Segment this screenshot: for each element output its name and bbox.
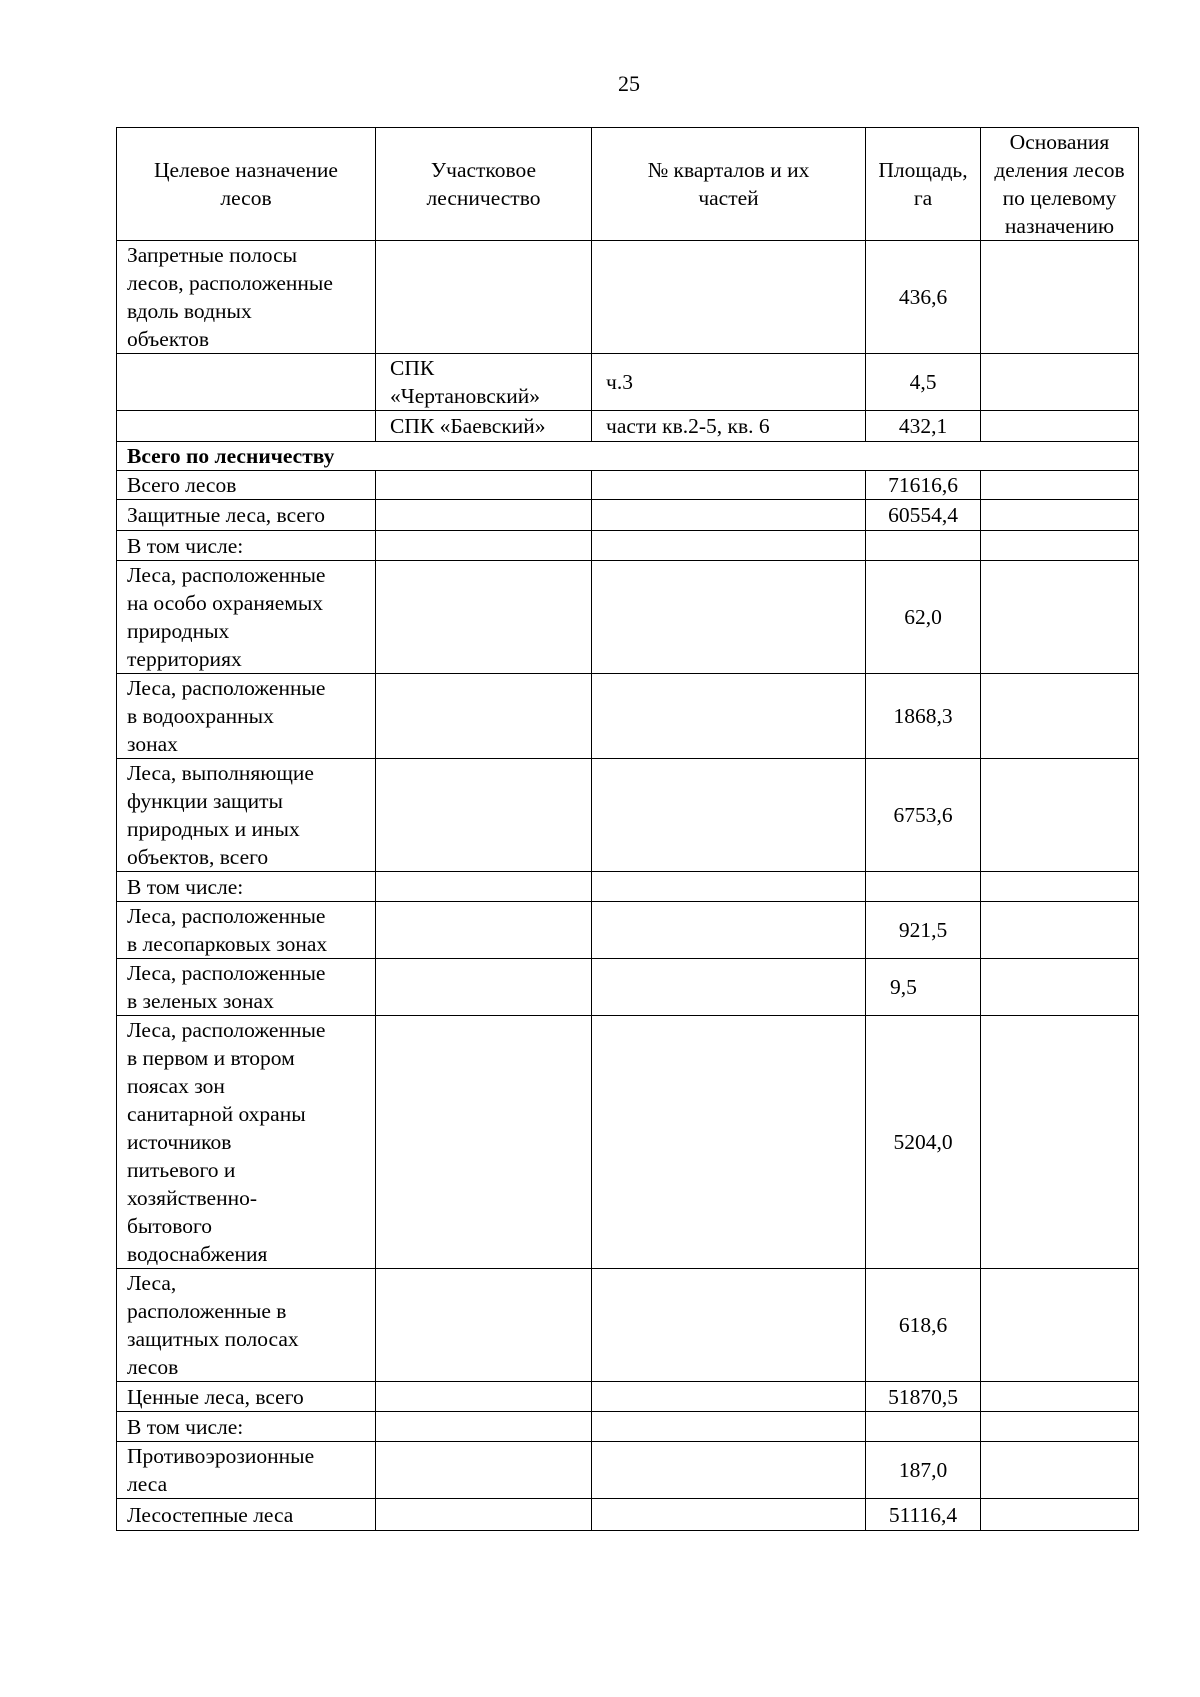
forest-purpose-table [116,127,1139,1531]
cell-forest-district [376,561,592,674]
section-title: Всего по лесничеству [117,442,1139,471]
cell-area: 9,5 [866,959,981,1016]
cell-division-basis [981,1499,1139,1531]
cell-forest-purpose: Лесостепные леса [117,1499,376,1531]
table-row [117,759,1139,872]
table-body [117,241,1139,1531]
cell-forest-district [376,759,592,872]
header-quarter-numbers: № кварталов и их частей [592,128,866,241]
cell-forest-district: СПК «Чертановский» [376,354,592,411]
table-row [117,902,1139,959]
cell-quarter-numbers [592,500,866,531]
table-row [117,1382,1139,1412]
cell-forest-purpose: Леса, расположенные в зеленых зонах [117,959,376,1016]
cell-forest-purpose [117,411,376,442]
cell-forest-district [376,1016,592,1269]
cell-division-basis [981,531,1139,561]
cell-quarter-numbers: ч.3 [592,354,866,411]
cell-division-basis [981,1382,1139,1412]
cell-quarter-numbers [592,674,866,759]
cell-quarter-numbers [592,531,866,561]
cell-area [866,872,981,902]
cell-forest-district [376,500,592,531]
header-forest-purpose: Целевое назначение лесов [117,128,376,241]
cell-division-basis [981,902,1139,959]
table-row [117,1442,1139,1499]
cell-area [866,531,981,561]
cell-quarter-numbers [592,1269,866,1382]
cell-quarter-numbers [592,759,866,872]
cell-area: 432,1 [866,411,981,442]
cell-area: 921,5 [866,902,981,959]
cell-quarter-numbers [592,872,866,902]
cell-forest-purpose: Леса, выполняющие функции защиты природных и иных объектов, всего [117,759,376,872]
cell-forest-purpose: Леса, расположенные в первом и втором поясах зон санитарной охраны источников питьевого и хозяйственно- бытового водоснабжения [117,1016,376,1269]
cell-quarter-numbers: части кв.2-5, кв. 6 [592,411,866,442]
cell-area: 4,5 [866,354,981,411]
table-row [117,500,1139,531]
cell-quarter-numbers [592,1382,866,1412]
header-forest-district: Участковое лесничество [376,128,592,241]
header-division-basis: Основания деления лесов по целевому назначению [981,128,1139,241]
table-section-row [117,442,1139,471]
cell-area: 1868,3 [866,674,981,759]
cell-forest-purpose: Леса, расположенные в водоохранных зонах [117,674,376,759]
table-row [117,561,1139,674]
cell-area: 618,6 [866,1269,981,1382]
cell-quarter-numbers [592,1016,866,1269]
cell-division-basis [981,1016,1139,1269]
cell-division-basis [981,500,1139,531]
cell-forest-district [376,1412,592,1442]
cell-forest-district [376,241,592,354]
cell-forest-purpose: Запретные полосы лесов, расположенные вдоль водных объектов [117,241,376,354]
cell-forest-purpose: Всего лесов [117,471,376,500]
cell-quarter-numbers [592,959,866,1016]
cell-division-basis [981,561,1139,674]
cell-area: 62,0 [866,561,981,674]
cell-quarter-numbers [592,241,866,354]
cell-forest-district [376,1269,592,1382]
cell-forest-purpose: Леса, расположенные на особо охраняемых природных территориях [117,561,376,674]
cell-division-basis [981,1412,1139,1442]
cell-forest-district [376,674,592,759]
cell-forest-district [376,959,592,1016]
cell-quarter-numbers [592,1442,866,1499]
cell-division-basis [981,411,1139,442]
cell-forest-purpose [117,354,376,411]
cell-forest-district [376,531,592,561]
cell-forest-purpose: Защитные леса, всего [117,500,376,531]
table-row [117,531,1139,561]
cell-area: 51116,4 [866,1499,981,1531]
cell-area: 187,0 [866,1442,981,1499]
cell-area: 71616,6 [866,471,981,500]
cell-forest-district [376,902,592,959]
cell-quarter-numbers [592,471,866,500]
cell-division-basis [981,471,1139,500]
cell-area: 436,6 [866,241,981,354]
cell-forest-purpose: В том числе: [117,872,376,902]
cell-forest-purpose: В том числе: [117,531,376,561]
cell-division-basis [981,354,1139,411]
table-row [117,674,1139,759]
cell-quarter-numbers [592,561,866,674]
cell-division-basis [981,872,1139,902]
cell-forest-district [376,471,592,500]
cell-quarter-numbers [592,902,866,959]
cell-forest-district: СПК «Баевский» [376,411,592,442]
header-area: Площадь, га [866,128,981,241]
cell-area: 51870,5 [866,1382,981,1412]
cell-forest-district [376,1382,592,1412]
cell-forest-district [376,1499,592,1531]
cell-division-basis [981,674,1139,759]
table-row [117,241,1139,354]
cell-division-basis [981,1269,1139,1382]
table-row [117,872,1139,902]
table-row [117,1016,1139,1269]
cell-area: 5204,0 [866,1016,981,1269]
cell-area [866,1412,981,1442]
cell-forest-purpose: Леса, расположенные в лесопарковых зонах [117,902,376,959]
table-row [117,354,1139,411]
cell-quarter-numbers [592,1499,866,1531]
page-number: 25 [618,71,640,96]
table-header-row [117,128,1139,241]
cell-quarter-numbers [592,1412,866,1442]
cell-division-basis [981,241,1139,354]
table-row [117,471,1139,500]
table-row [117,1269,1139,1382]
cell-division-basis [981,959,1139,1016]
table-row [117,1412,1139,1442]
table-row [117,411,1139,442]
cell-forest-district [376,872,592,902]
cell-area: 60554,4 [866,500,981,531]
cell-area: 6753,6 [866,759,981,872]
cell-forest-district [376,1442,592,1499]
cell-division-basis [981,759,1139,872]
cell-division-basis [981,1442,1139,1499]
cell-forest-purpose: Леса, расположенные в защитных полосах лесов [117,1269,376,1382]
table-row [117,1499,1139,1531]
cell-forest-purpose: В том числе: [117,1412,376,1442]
cell-forest-purpose: Противоэрозионные леса [117,1442,376,1499]
table-row [117,959,1139,1016]
cell-forest-purpose: Ценные леса, всего [117,1382,376,1412]
